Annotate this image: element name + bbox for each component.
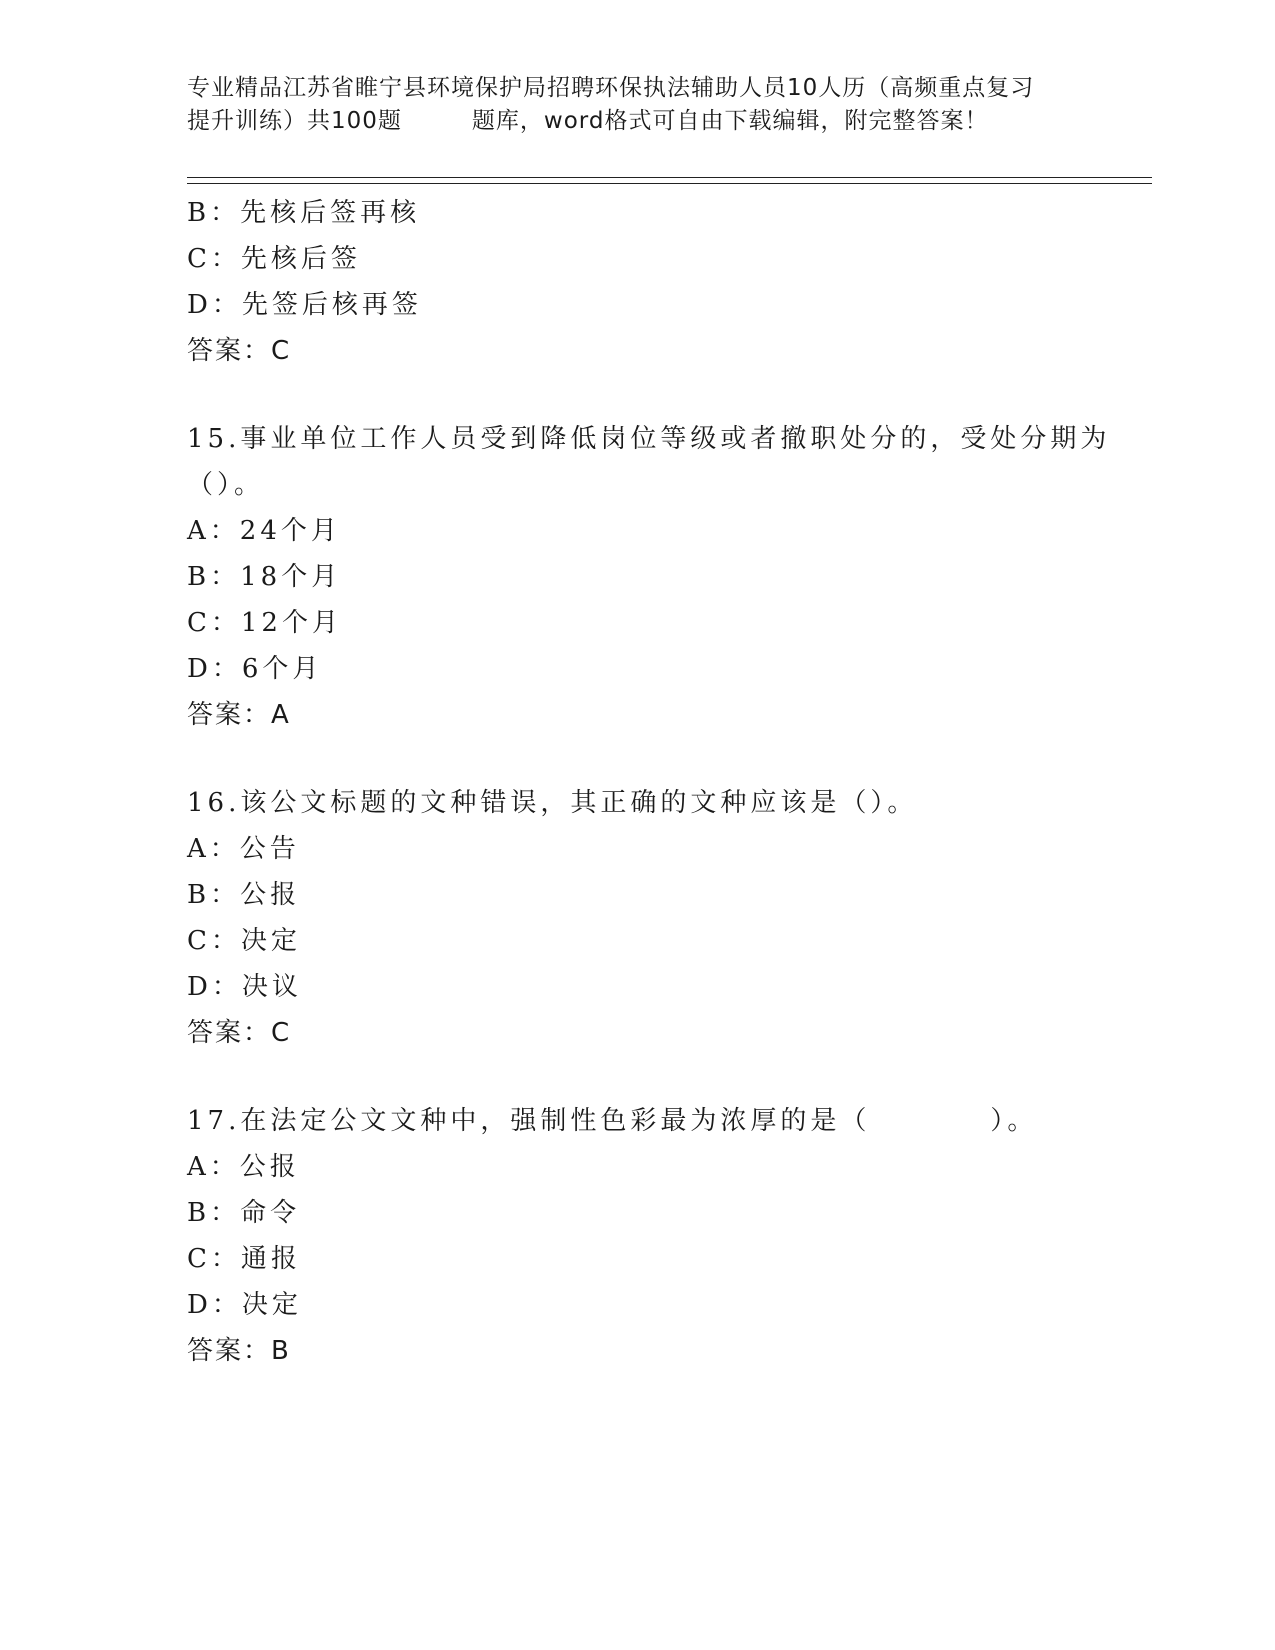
option-b: B：先核后签再核: [187, 198, 421, 228]
question-list: [187, 190, 1111, 1374]
question-text-part1: 17.在法定公文文种中，强制性色彩最为浓厚的是（: [187, 1106, 871, 1136]
option-d: D：6个月: [187, 654, 323, 684]
header-title-line2-part1: 提升训练）共100题: [187, 108, 402, 134]
option-a: A：24个月: [187, 516, 341, 546]
option-a: A：公报: [187, 1152, 300, 1182]
option-c: C：决定: [187, 926, 301, 956]
option-a: A：公告: [187, 834, 300, 864]
question-text: 16.该公文标题的文种错误，其正确的文种应该是（）。: [187, 788, 918, 818]
question-17: [187, 1098, 1087, 1374]
document-header: [187, 72, 1087, 138]
option-d: D：决议: [187, 972, 302, 1002]
question-text-line1: 15.事业单位工作人员受到降低岗位等级或者撤职处分的，受处分期为: [187, 424, 1111, 454]
header-title-line2: [187, 105, 1087, 138]
option-c: C：12个月: [187, 608, 342, 638]
question-text: [187, 1098, 1087, 1144]
option-c: C：通报: [187, 1244, 301, 1274]
answer: 答案：A: [187, 700, 291, 730]
question-14: [187, 190, 1087, 374]
option-d: D：决定: [187, 1290, 302, 1320]
question-15: [187, 416, 1111, 738]
option-b: B：公报: [187, 880, 301, 910]
option-b: B：命令: [187, 1198, 301, 1228]
answer: 答案：C: [187, 336, 292, 366]
header-title-line2-part2: 题库，word格式可自由下载编辑，附完整答案！: [471, 108, 989, 134]
header-rule-top: [187, 177, 1152, 178]
header-rule-bottom: [187, 183, 1152, 184]
option-c: C：先核后签: [187, 244, 361, 274]
question-16: [187, 780, 1087, 1056]
question-text-part2: ）。: [990, 1106, 1038, 1136]
question-text-line2: （）。: [187, 470, 265, 500]
answer: 答案：C: [187, 1018, 292, 1048]
option-b: B：18个月: [187, 562, 342, 592]
header-title-line1: 专业精品江苏省睢宁县环境保护局招聘环保执法辅助人员10人历（高频重点复习: [187, 75, 1035, 101]
option-d: D：先签后核再签: [187, 290, 422, 320]
answer: 答案：B: [187, 1336, 291, 1366]
